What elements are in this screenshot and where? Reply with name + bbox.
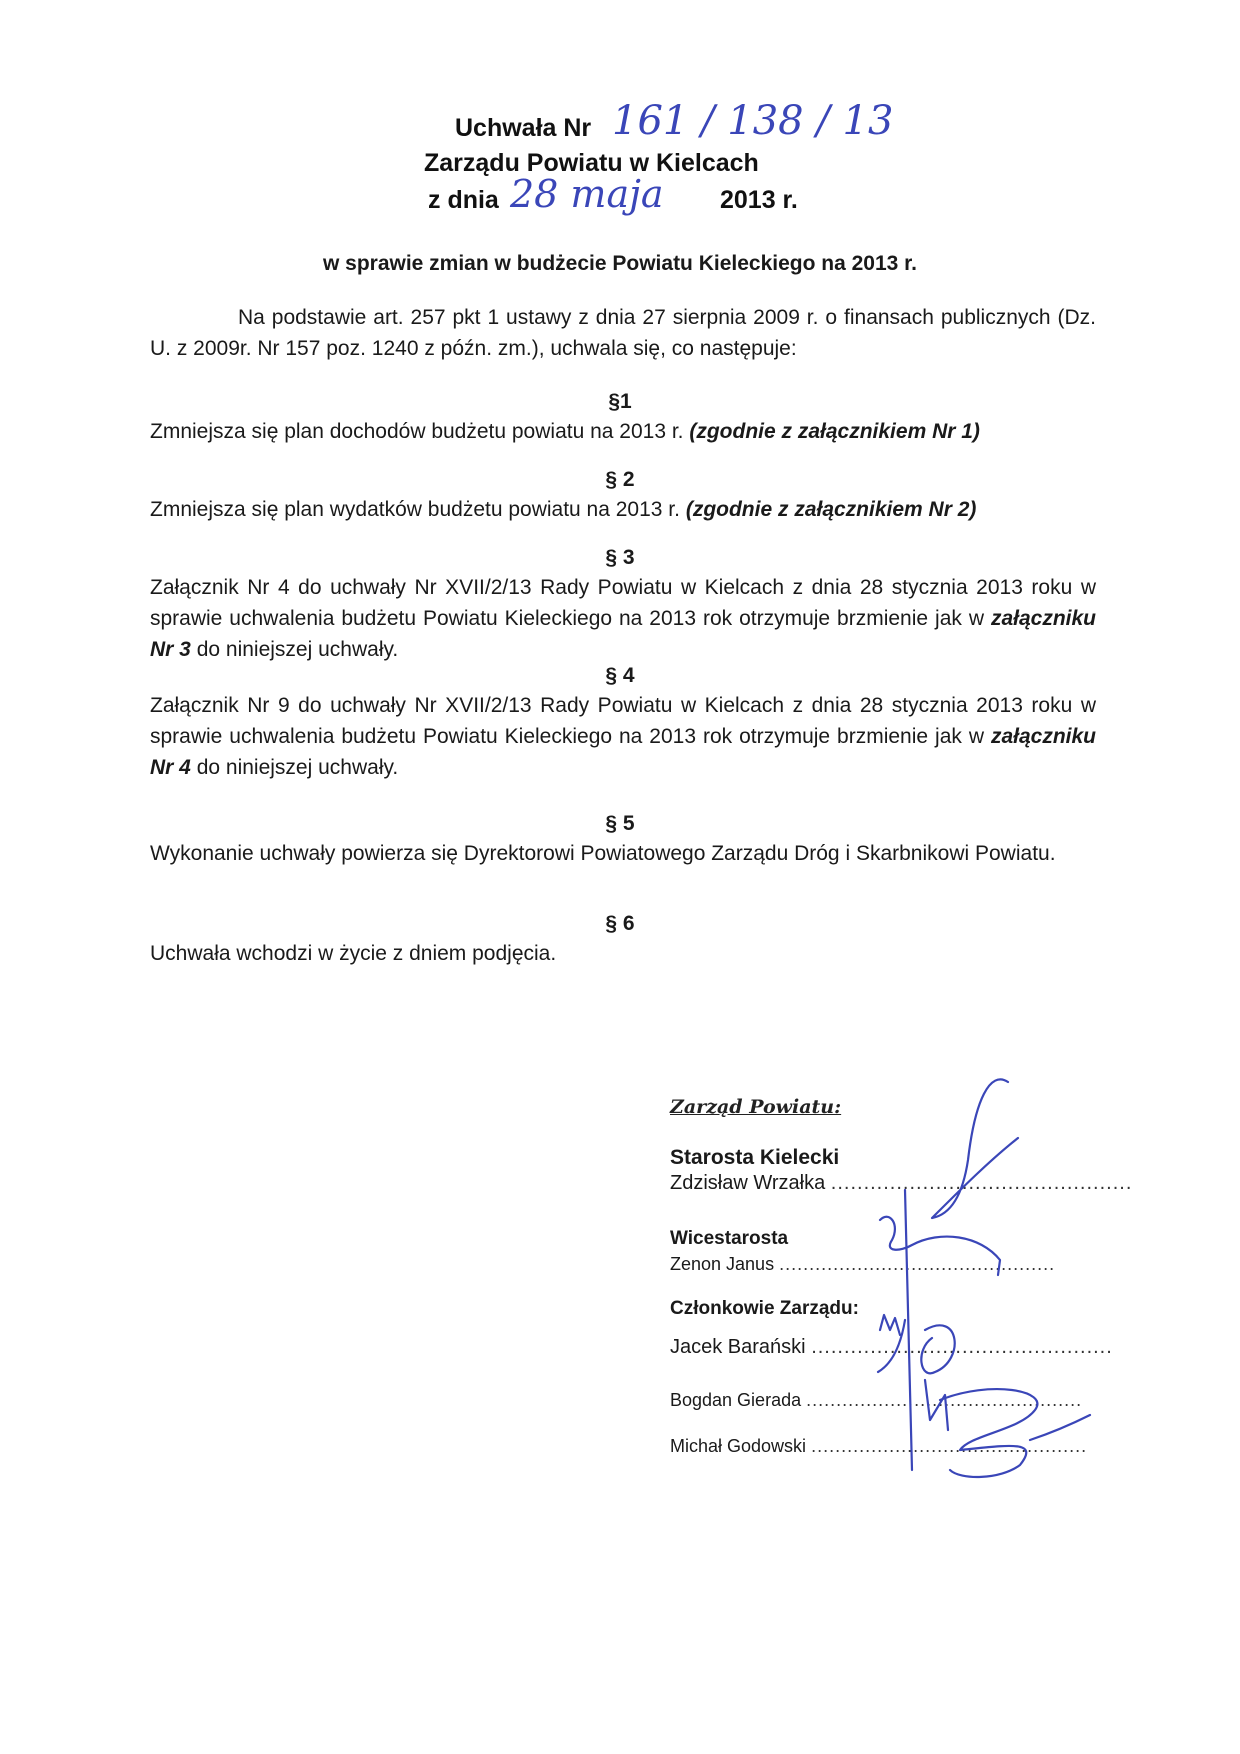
vice-starosta-name: Zenon Janus xyxy=(670,1254,775,1274)
section-3-body: Załącznik Nr 4 do uchwały Nr XVII/2/13 Rady Powiatu w Kielcach z dnia 28 stycznia 2013 roku w sprawie uchwalenia budżetu Powiatu Kieleckiego na 2013 rok otrzymuje brzmienie jak w xyxy=(150,576,1096,630)
section-3-attachment-ref: załączniku Nr 3 xyxy=(150,607,1096,661)
member-2-signature-stroke xyxy=(925,1380,948,1430)
date-year-label: 2013 r. xyxy=(720,186,798,214)
section-2-body: Zmniejsza się plan wydatków budżetu powiatu na 2013 r. xyxy=(150,498,680,521)
section-4-attachment-ref: załączniku Nr 4 xyxy=(150,725,1096,779)
board-name-heading: Zarządu Powiatu w Kielcach xyxy=(424,149,759,177)
member-name: Bogdan Gierada xyxy=(670,1390,802,1410)
section-1-body: Zmniejsza się plan dochodów budżetu powiatu na 2013 r. xyxy=(150,420,684,443)
signature-dots: .............................................. xyxy=(830,1172,1133,1194)
signature-dots: .............................................. xyxy=(811,1436,1088,1456)
vice-starosta-title: Wicestarosta xyxy=(670,1228,789,1249)
section-2-attachment-ref: (zgodnie z załącznikiem Nr 2) xyxy=(685,498,977,521)
section-4-tail: do niniejszej uchwały. xyxy=(196,756,399,779)
member-1-signature-stroke xyxy=(878,1315,955,1373)
resolution-subject: w sprawie zmian w budżecie Powiatu Kieleckiego na 2013 r. xyxy=(322,252,918,275)
handwritten-date: 28 maja xyxy=(510,172,664,216)
starosta-signature-stroke xyxy=(932,1079,1018,1218)
starosta-title: Starosta Kielecki xyxy=(670,1146,840,1169)
starosta-name: Zdzisław Wrzałka xyxy=(670,1172,826,1194)
section-6-mark: § 6 xyxy=(605,912,635,935)
section-3-mark: § 3 xyxy=(605,546,635,569)
section-4-mark: § 4 xyxy=(605,664,635,687)
member-name: Michał Godowski xyxy=(670,1436,807,1456)
handwritten-resolution-number: 161 / 138 / 13 xyxy=(612,98,894,144)
board-signature-label: Zarząd Powiatu: xyxy=(670,1096,842,1118)
section-4-body: Załącznik Nr 9 do uchwały Nr XVII/2/13 Rady Powiatu w Kielcach z dnia 28 stycznia 2013 roku w sprawie uchwalenia budżetu Powiatu Kieleckiego na 2013 rok otrzymuje brzmienie jak w xyxy=(150,694,1096,748)
signature-dots: .............................................. xyxy=(806,1390,1083,1410)
preamble-paragraph: Na podstawie art. 257 pkt 1 ustawy z dnia 27 sierpnia 2009 r. o finansach publicznych (Dz. U. z 2009r. Nr 157 poz. 1240 z późn. zm.), uchwala się, co następuje: xyxy=(150,306,1096,360)
signature-dots: .............................................. xyxy=(811,1336,1113,1358)
section-6-text: Uchwała wchodzi w życie z dniem podjęcia. xyxy=(150,942,557,965)
signature-dots: .............................................. xyxy=(779,1254,1056,1274)
section-3-tail: do niniejszej uchwały. xyxy=(196,638,399,661)
section-2-mark: § 2 xyxy=(605,468,635,491)
resolution-number-label: Uchwała Nr xyxy=(455,114,592,142)
member-name: Jacek Barański xyxy=(670,1336,806,1358)
member-3-signature-stroke xyxy=(940,1389,1090,1477)
section-5-mark: § 5 xyxy=(605,812,635,835)
board-members-title: Członkowie Zarządu: xyxy=(670,1298,859,1319)
section-1-attachment-ref: (zgodnie z załącznikiem Nr 1) xyxy=(689,420,980,443)
section-1-mark: §1 xyxy=(608,390,632,413)
section-5-text: Wykonanie uchwały powierza się Dyrektorowi Powiatowego Zarządu Dróg i Skarbnikowi Powiatu. xyxy=(150,842,1056,865)
date-prefix-label: z dnia xyxy=(428,186,499,214)
